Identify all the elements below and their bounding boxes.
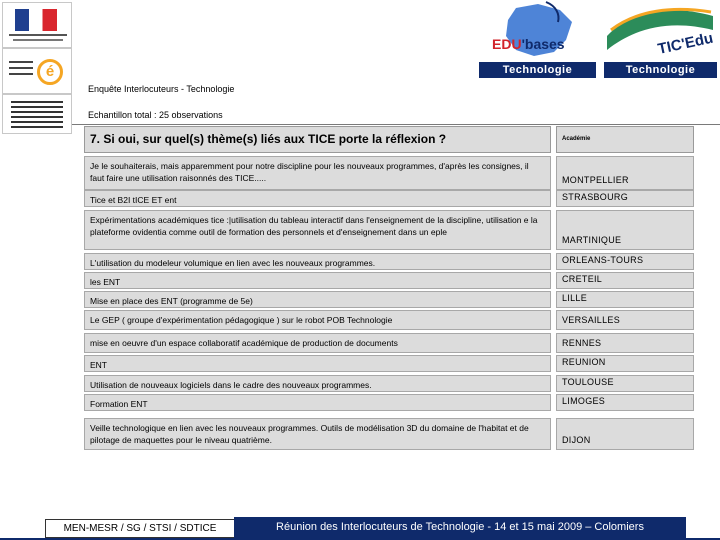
- ministere-education-logo: [2, 48, 72, 94]
- table-row-answer: les ENT: [84, 272, 551, 289]
- table-row-academy: LILLE: [556, 291, 694, 308]
- table-row-answer: Veille technologique en lien avec les nouveaux programmes. Outils de modélisation 3D du domaine de l'habitat et de pilotage de maquettes pour le niveau quatrième.: [84, 418, 551, 450]
- table-row-academy: MARTINIQUE: [556, 210, 694, 250]
- table-row-academy: TOULOUSE: [556, 375, 694, 392]
- edubases-technologie-bar: Technologie: [479, 62, 596, 78]
- table-row-answer: mise en oeuvre d'un espace collaboratif académique de production de documents: [84, 333, 551, 353]
- question-text: 7. Si oui, sur quel(s) thème(s) liés aux TICE porte la réflexion ?: [90, 132, 447, 146]
- footer-event: Réunion des Interlocuteurs de Technologie - 14 et 15 mai 2009 – Colomiers: [234, 517, 686, 538]
- ticedu-wordmark: TIC'Edu: [656, 29, 715, 58]
- academy-column-header: [556, 126, 694, 153]
- survey-title: Enquête Interlocuteurs - Technologie: [88, 84, 235, 94]
- table-row-academy: MONTPELLIER: [556, 156, 694, 190]
- table-row-academy: RENNES: [556, 333, 694, 353]
- table-row-academy: CRETEIL: [556, 272, 694, 289]
- table-row-answer: Formation ENT: [84, 394, 551, 411]
- table-row-academy: REUNION: [556, 355, 694, 372]
- ticedu-wave-icon: [601, 0, 720, 62]
- academy-header-label: Académie: [562, 136, 591, 142]
- footer-department: MEN-MESR / SG / STSI / SDTICE: [45, 519, 235, 538]
- question-header: [84, 126, 551, 153]
- republique-francaise-logo: [2, 2, 72, 48]
- table-row-answer: L'utilisation du modeleur volumique en lien avec les nouveaux programmes.: [84, 253, 551, 270]
- table-row-academy: ORLEANS-TOURS: [556, 253, 694, 270]
- sample-size: Echantillon total : 25 observations: [88, 110, 223, 120]
- e-letter-icon: é: [37, 59, 63, 85]
- table-row-academy: DIJON: [556, 418, 694, 450]
- table-row-answer: Expérimentations académiques tice :|utilisation du tableau interactif dans l'enseignement de la discipline, utilisation e la plateforme ovidentia comme outil de formation des personnels et d'enseignement dans un eple: [84, 210, 551, 250]
- edubases-logo: [476, 0, 599, 80]
- table-row-academy: LIMOGES: [556, 394, 694, 411]
- france-map-icon: [476, 0, 599, 62]
- table-row-answer: ENT: [84, 355, 551, 372]
- table-row-academy: VERSAILLES: [556, 310, 694, 330]
- institution-logos: [0, 0, 72, 134]
- table-row-answer: Utilisation de nouveaux logiciels dans le cadre des nouveaux programmes.: [84, 375, 551, 392]
- divider: [72, 124, 720, 125]
- ministere-recherche-logo: [2, 94, 72, 134]
- table-row-academy: STRASBOURG: [556, 190, 694, 207]
- ticedu-logo: [601, 0, 720, 80]
- table-row-answer: Tice et B2I tICE ET ent: [84, 190, 551, 207]
- flag-icon: [15, 9, 57, 31]
- edubases-wordmark: EDU'bases: [492, 36, 565, 52]
- table-row-answer: Je le souhaiterais, mais apparemment pour notre discipline pour les nouveaux programmes, d'après les consignes, il faut faire une utilisation raisonnés des TICE.....: [84, 156, 551, 190]
- ticedu-technologie-bar: Technologie: [604, 62, 717, 78]
- table-row-answer: Mise en place des ENT (programme de 5e): [84, 291, 551, 308]
- table-row-answer: Le GEP ( groupe d'expérimentation pédagogique ) sur le robot POB Technologie: [84, 310, 551, 330]
